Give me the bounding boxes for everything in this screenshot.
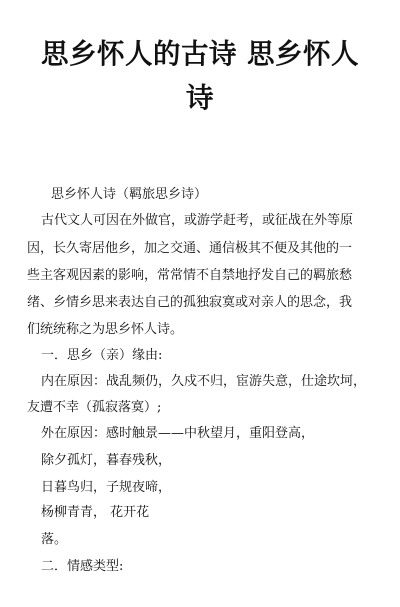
paragraph-line: 们统统称之为思乡怀人诗。 bbox=[27, 322, 184, 337]
document-title-line-2: 诗 bbox=[186, 82, 214, 114]
paragraph-line: 落。 bbox=[41, 532, 68, 547]
document-title-line-1: 思乡怀人的古诗 思乡怀人 bbox=[40, 38, 360, 70]
paragraph-line: 友遭不幸（孤寂落寞）; bbox=[27, 400, 162, 415]
paragraph-line: 内在原因：战乱频仍，久戍不归，宦游失意，仕途坎坷， bbox=[41, 374, 367, 389]
subheading-emotion-types: 二．情感类型: bbox=[41, 559, 124, 574]
paragraph-line: 因，长久寄居他乡，加之交通、通信极其不便及其他的一 bbox=[27, 241, 353, 256]
paragraph-line: 绪、乡情乡思来表达自己的孤独寂寞或对亲人的思念，我 bbox=[27, 295, 353, 310]
paragraph-line: 外在原因：感时触景——中秋望月，重阳登高， bbox=[41, 426, 315, 441]
paragraph-line: 日暮鸟归，子规夜啼， bbox=[41, 480, 172, 495]
paragraph-line: 些主客观因素的影响，常常情不自禁地抒发自己的羁旅愁 bbox=[27, 268, 353, 283]
paragraph-line: 杨柳青青， 花开花 bbox=[41, 505, 150, 520]
section-heading: 思乡怀人诗（羁旅思乡诗） bbox=[51, 187, 208, 202]
subheading-causes: 一．思乡（亲）缘由: bbox=[41, 348, 163, 363]
paragraph-line: 古代文人可因在外做官，或游学赶考，或征战在外等原 bbox=[41, 213, 354, 228]
paragraph-line: 除夕孤灯，暮春残秋， bbox=[41, 453, 172, 468]
